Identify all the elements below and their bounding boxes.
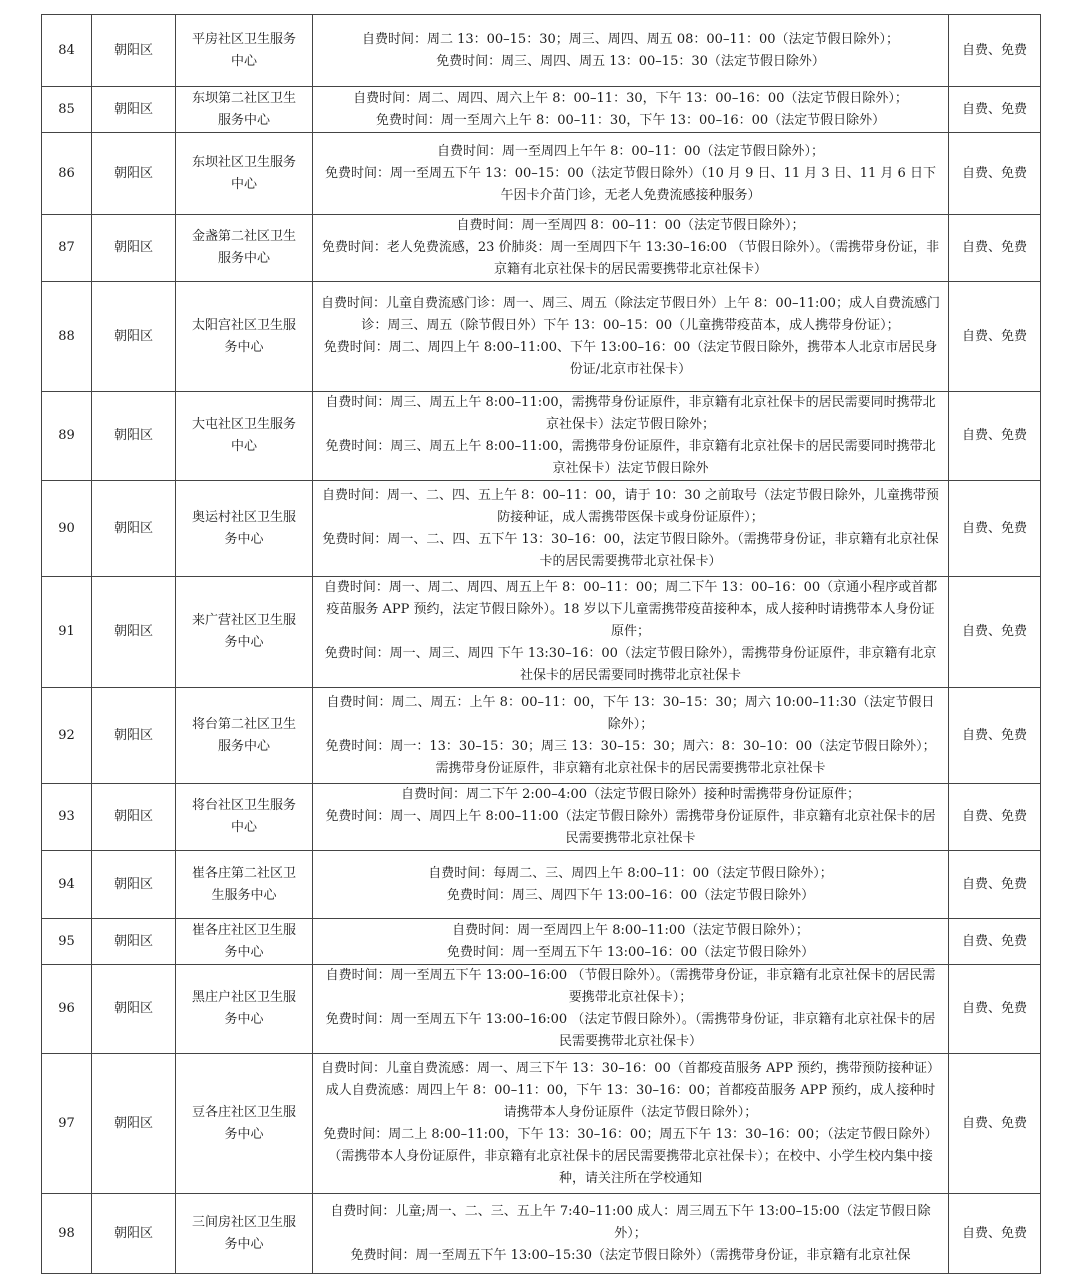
schedule-cell [313,1054,949,1194]
center-name-cell: 平房社区卫生服务中心 [176,15,313,87]
district-cell: 朝阳区 [92,15,176,87]
district-cell: 朝阳区 [92,919,176,965]
row-number: 90 [42,481,92,577]
table-row [42,215,1041,282]
self-pay-time-text: 自费时间：周二下午 2:00–4:00（法定节假日除外）接种时需携带身份证原件； [400,787,861,802]
free-time-text: 免费时间：周一、周三、周四 下午 13:30–16：00（法定节假日除外），需携带身份证原件，非京籍有北京社保卡的居民需要同时携带北京社保卡 [324,646,937,683]
schedule-cell [313,1194,949,1274]
center-name-cell: 崔各庄社区卫生服务中心 [176,919,313,965]
district-cell: 朝阳区 [92,87,176,133]
self-pay-time-text: 自费时间：周一至周四 8：00–11：00（法定节假日除外）； [456,218,805,233]
district-cell: 朝阳区 [92,282,176,392]
schedule-cell [313,577,949,688]
table-row [42,1054,1041,1194]
schedule-cell [313,87,949,133]
vaccine-type-cell: 自费、免费 [949,215,1041,282]
free-time-text: 免费时间：周三、周四下午 13:00–16：00（法定节假日除外） [446,887,815,903]
vaccine-type-cell: 自费、免费 [949,1054,1041,1194]
row-number: 98 [42,1194,92,1274]
vaccine-type-cell: 自费、免费 [949,851,1041,919]
schedule-cell [313,851,949,919]
free-time-text: 免费时间：周一至周五下午 13：00–15：00（法定节假日除外）（10 月 9 日、11 月 3 日、11 月 6 日下午因卡介苗门诊，无老人免费流感接种服务） [325,165,936,203]
vaccine-type-cell: 自费、免费 [949,481,1041,577]
schedule-cell [313,133,949,215]
table-row [42,1194,1041,1274]
schedule-cell [313,215,949,282]
center-name-cell: 豆各庄社区卫生服务中心 [176,1054,313,1194]
vaccine-type-cell: 自费、免费 [949,688,1041,784]
self-pay-time-text: 自费时间：周一至周四上午午 8：00–11：00（法定节假日除外）； [436,143,825,159]
center-name-cell: 东坝第二社区卫生服务中心 [176,87,313,133]
vaccine-type-cell: 自费、免费 [949,577,1041,688]
district-cell: 朝阳区 [92,1054,176,1194]
row-number: 97 [42,1054,92,1194]
row-number: 86 [42,133,92,215]
row-number: 84 [42,15,92,87]
row-number: 94 [42,851,92,919]
free-time-text: 免费时间：周一、二、四、五下午 13：30–16：00，法定节假日除外。（需携带身份证，非京籍有北京社保卡的居民需要携带北京社保卡） [322,531,939,569]
row-number: 92 [42,688,92,784]
self-pay-time-text: 自费时间：周二、周四、周六上午 8：00–11：30，下午 13：00–16：00（法定节假日除外）； [353,90,908,106]
vaccine-type-cell: 自费、免费 [949,784,1041,851]
vaccine-type-cell: 自费、免费 [949,1194,1041,1274]
free-time-text: 免费时间：周二、周四上午 8:00–11:00、下午 13:00–16：00（法定节假日除外，携带本人北京市居民身份证/北京市社保卡） [323,339,938,377]
district-cell: 朝阳区 [92,392,176,481]
schedule-cell [313,392,949,481]
district-cell: 朝阳区 [92,784,176,851]
district-cell: 朝阳区 [92,577,176,688]
district-cell: 朝阳区 [92,851,176,919]
free-time-text: 免费时间：周三、周四、周五 13：00–15：30（法定节假日除外） [436,53,825,69]
district-cell: 朝阳区 [92,215,176,282]
free-time-text: 免费时间：周一至周六上午 8：00–11：30，下午 13：00–16：00（法定节假日除外） [375,112,886,128]
row-number: 96 [42,965,92,1054]
table-row [42,851,1041,919]
district-cell: 朝阳区 [92,133,176,215]
vaccine-type-cell: 自费、免费 [949,392,1041,481]
vaccine-type-cell: 自费、免费 [949,919,1041,965]
self-pay-time-text: 自费时间：儿童自费流感门诊：周一、周三、周五（除法定节假日外）上午 8：00–11:00；成人自费流感门诊：周三、周五（除节假日外）下午 13：00–15：00（儿童携带疫苗本，成人携带身份证）； [321,295,940,333]
free-time-text: 免费时间：周一至周五下午 13:00–15:30（法定节假日除外）（需携带身份证，非京籍有北京社保 [350,1247,911,1263]
self-pay-time-text: 自费时间：周二 13：00–15：30；周三、周四、周五 08：00–11：00（法定节假日除外）； [361,31,900,47]
center-name-cell: 奥运村社区卫生服务中心 [176,481,313,577]
center-name-cell: 三间房社区卫生服务中心 [176,1194,313,1274]
schedule-cell [313,481,949,577]
vaccination-schedule-table [41,14,1041,1274]
vaccine-type-cell: 自费、免费 [949,282,1041,392]
vaccine-type-cell: 自费、免费 [949,965,1041,1054]
row-number: 91 [42,577,92,688]
center-name-cell: 来广营社区卫生服务中心 [176,577,313,688]
center-name-cell: 黑庄户社区卫生服务中心 [176,965,313,1054]
table-row [42,133,1041,215]
table-row [42,481,1041,577]
row-number: 93 [42,784,92,851]
free-time-text: 免费时间：老人免费流感，23 价肺炎：周一至周四下午 13:30–16:00 （节假日除外）。（需携带身份证，非京籍有北京社保卡的居民需要携带北京社保卡） [321,240,940,277]
table-row [42,87,1041,133]
self-pay-time-text: 自费时间：儿童自费流感：周一、周三下午 13：30–16：00（首都疫苗服务 APP 预约，携带预防接种证）成人自费流感：周四上午 8：00–11：00，下午 13：30–16：00；首都疫苗服务 APP 预约，成人接种时请携带本人身份证原件（法定节假日除外）； [321,1060,940,1120]
vaccine-type-cell: 自费、免费 [949,133,1041,215]
table-row [42,392,1041,481]
schedule-cell [313,688,949,784]
row-number: 95 [42,919,92,965]
district-cell: 朝阳区 [92,965,176,1054]
row-number: 85 [42,87,92,133]
table-row [42,784,1041,851]
center-name-cell: 崔各庄第二社区卫生服务中心 [176,851,313,919]
district-cell: 朝阳区 [92,688,176,784]
free-time-text: 免费时间：周一至周五下午 13:00–16：00（法定节假日除外） [446,944,815,960]
schedule-cell [313,919,949,965]
self-pay-time-text: 自费时间：周一、周二、周四、周五上午 8：00–11：00；周二下午 13：00–16：00（京通小程序或首都疫苗服务 APP 预约，法定节假日除外）。18 岁以下儿童需携带疫苗接种本，成人接种时请携带本人身份证原件； [323,580,938,639]
district-cell: 朝阳区 [92,481,176,577]
table-row [42,688,1041,784]
free-time-text: 免费时间：周一至周五下午 13:00–16:00 （法定节假日除外）。（需携带身份证，非京籍有北京社保卡的居民需要携带北京社保卡） [325,1012,936,1049]
row-number: 88 [42,282,92,392]
center-name-cell: 东坝社区卫生服务中心 [176,133,313,215]
center-name-cell: 将台社区卫生服务中心 [176,784,313,851]
free-time-text: 免费时间：周一：13：30–15：30；周三 13：30–15：30；周六：8：30–10：00（法定节假日除外）；需携带身份证原件，非京籍有北京社保卡的居民需要携带北京社保卡 [325,738,936,776]
table-row [42,919,1041,965]
vaccine-type-cell: 自费、免费 [949,15,1041,87]
table-row [42,282,1041,392]
schedule-cell [313,784,949,851]
district-cell: 朝阳区 [92,1194,176,1274]
self-pay-time-text: 自费时间：每周二、三、周四上午 8:00–11：00（法定节假日除外）； [428,865,833,881]
center-name-cell: 金盏第二社区卫生服务中心 [176,215,313,282]
table-row [42,15,1041,87]
free-time-text: 免费时间：周二上 8:00–11:00，下午 13：30–16：00；周五下午 13：30–16：00；（法定节假日除外）（需携带本人身份证原件，非京籍有北京社保卡的居民需要携带北京社保卡）；在校中、小学生校内集中接种，请关注所在学校通知 [323,1126,938,1186]
center-name-cell: 大屯社区卫生服务中心 [176,392,313,481]
schedule-cell [313,282,949,392]
center-name-cell: 将台第二社区卫生服务中心 [176,688,313,784]
row-number: 87 [42,215,92,282]
schedule-cell [313,15,949,87]
center-name-cell: 太阳宫社区卫生服务中心 [176,282,313,392]
self-pay-time-text: 自费时间：周一、二、四、五上午 8：00–11：00，请于 10：30 之前取号（法定节假日除外，儿童携带预防接种证，成人需携带医保卡或身份证原件）； [322,487,939,525]
table-row [42,965,1041,1054]
free-time-text: 免费时间：周三、周五上午 8:00–11:00，需携带身份证原件，非京籍有北京社保卡的居民需要同时携带北京社保卡）法定节假日除外 [325,439,936,476]
table-row [42,577,1041,688]
free-time-text: 免费时间：周一、周四上午 8:00–11:00（法定节假日除外）需携带身份证原件，非京籍有北京社保卡的居民需要携带北京社保卡 [325,809,936,846]
self-pay-time-text: 自费时间：周一至周四上午 8:00–11:00（法定节假日除外）； [452,922,809,938]
vaccine-type-cell: 自费、免费 [949,87,1041,133]
self-pay-time-text: 自费时间：周二、周五：上午 8：00–11：00，下午 13：30–15：30；周六 10:00–11:30（法定节假日除外）； [326,694,935,732]
self-pay-time-text: 自费时间：儿童;周一、二、三、五上午 7:40–11:00 成人：周三周五下午 13:00–15:00（法定节假日除外）； [330,1203,931,1241]
self-pay-time-text: 自费时间：周一至周五下午 13:00–16:00 （节假日除外）。（需携带身份证，非京籍有北京社保卡的居民需要携带北京社保卡）； [325,968,936,1005]
row-number: 89 [42,392,92,481]
self-pay-time-text: 自费时间：周三、周五上午 8:00–11:00，需携带身份证原件，非京籍有北京社保卡的居民需要同时携带北京社保卡）法定节假日除外； [325,395,936,432]
table-body [42,15,1041,1274]
schedule-cell [313,965,949,1054]
